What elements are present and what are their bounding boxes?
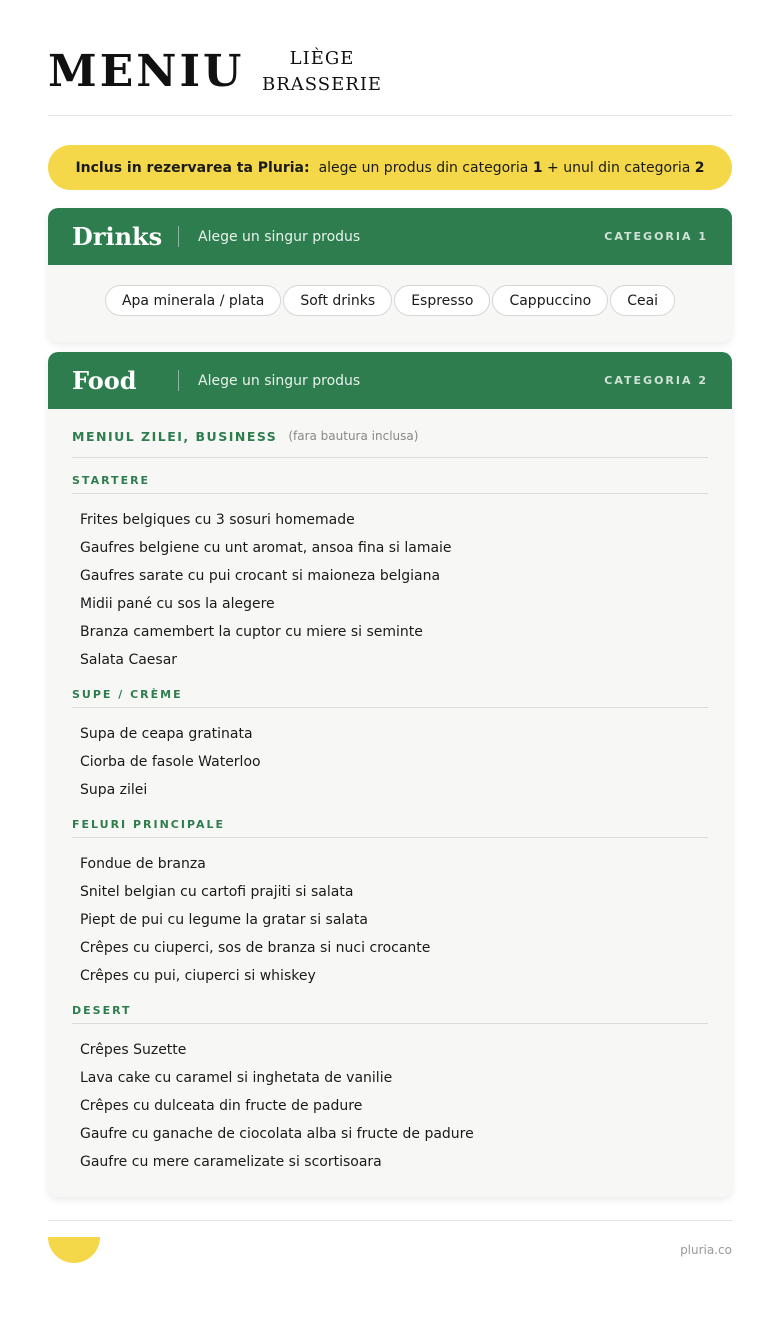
menu-item: Branza camembert la cuptor cu miere si seminte	[80, 624, 423, 640]
menu-item: Frites belgiques cu 3 sosuri homemade	[80, 512, 355, 528]
food-card	[48, 352, 732, 1197]
drink-option[interactable]: Soft drinks	[283, 285, 392, 316]
footer-divider	[48, 1220, 732, 1221]
menu-item: Supa zilei	[80, 782, 148, 798]
menu-item: Piept de pui cu legume la gratar si salata	[80, 912, 368, 928]
food-divider	[178, 370, 179, 391]
menu-item: Crêpes cu pui, ciuperci si whiskey	[80, 968, 316, 984]
drinks-category-label: CATEGORIA 1	[604, 230, 708, 243]
food-header	[48, 352, 732, 409]
page-header	[48, 44, 732, 116]
section-title: SUPE / CRÈME	[72, 688, 708, 708]
menu-item: Salata Caesar	[80, 652, 178, 668]
banner-text-b: + unul din categoria	[547, 159, 691, 176]
menu-item: Gaufre cu ganache de ciocolata alba si fructe de padure	[80, 1126, 474, 1142]
menu-item: Gaufres sarate cu pui crocant si maioneza belgiana	[80, 568, 441, 584]
drinks-title: Drinks	[72, 222, 163, 251]
menu-item: Gaufres belgiene cu unt aromat, ansoa fina si lamaie	[80, 540, 452, 556]
menu-item: Fondue de branza	[80, 856, 206, 872]
drinks-header	[48, 208, 732, 265]
drinks-options	[48, 265, 732, 316]
section-title: FELURI PRINCIPALE	[72, 818, 708, 838]
drinks-card	[48, 208, 732, 342]
section-title: DESERT	[72, 1004, 708, 1024]
menu-item: Crêpes cu ciuperci, sos de branza si nuci crocante	[80, 940, 431, 956]
menu-item: Snitel belgian cu cartofi prajiti si salata	[80, 884, 354, 900]
inclusion-banner	[48, 145, 732, 190]
brand-line-2: BRASSERIE	[262, 74, 383, 95]
brand-line-1: LIÈGE	[289, 48, 355, 69]
drink-option[interactable]: Apa minerala / plata	[105, 285, 281, 316]
banner-category-a: 1	[532, 159, 543, 176]
section-feluri-principale	[72, 818, 708, 990]
banner-category-b: 2	[694, 159, 705, 176]
food-title: Food	[72, 366, 137, 395]
footer-link[interactable]: pluria.co	[680, 1243, 732, 1257]
menu-item: Gaufre cu mere caramelizate si scortisoara	[80, 1154, 382, 1170]
drink-option[interactable]: Cappuccino	[492, 285, 608, 316]
menu-item: Ciorba de fasole Waterloo	[80, 754, 261, 770]
section-title: STARTERE	[72, 474, 708, 494]
menu-item: Lava cake cu caramel si inghetata de vanilie	[80, 1070, 393, 1086]
section-desert	[72, 1004, 708, 1176]
menu-item: Crêpes Suzette	[80, 1042, 187, 1058]
banner-text-a: alege un produs din categoria	[318, 159, 529, 176]
menu-note: (fara bautura inclusa)	[288, 429, 419, 443]
menu-name: MENIUL ZILEI, BUSINESS	[72, 428, 278, 444]
food-category-label: CATEGORIA 2	[604, 374, 708, 387]
banner-lead: Inclus in rezervarea ta Pluria:	[75, 159, 310, 176]
drinks-divider	[178, 226, 179, 247]
section-startere	[72, 474, 708, 674]
drink-option[interactable]: Ceai	[610, 285, 675, 316]
brand-logo	[262, 46, 382, 98]
menu-name-row	[72, 409, 708, 458]
drinks-subtitle: Alege un singur produs	[198, 228, 361, 245]
section-supe	[72, 688, 708, 804]
menu-item: Supa de ceapa gratinata	[80, 726, 253, 742]
menu-item: Midii pané cu sos la alegere	[80, 596, 275, 612]
page-title: MENIU	[48, 46, 245, 97]
drink-option[interactable]: Espresso	[394, 285, 490, 316]
food-subtitle: Alege un singur produs	[198, 372, 361, 389]
footer-logo-mark	[48, 1237, 100, 1263]
menu-item: Crêpes cu dulceata din fructe de padure	[80, 1098, 363, 1114]
